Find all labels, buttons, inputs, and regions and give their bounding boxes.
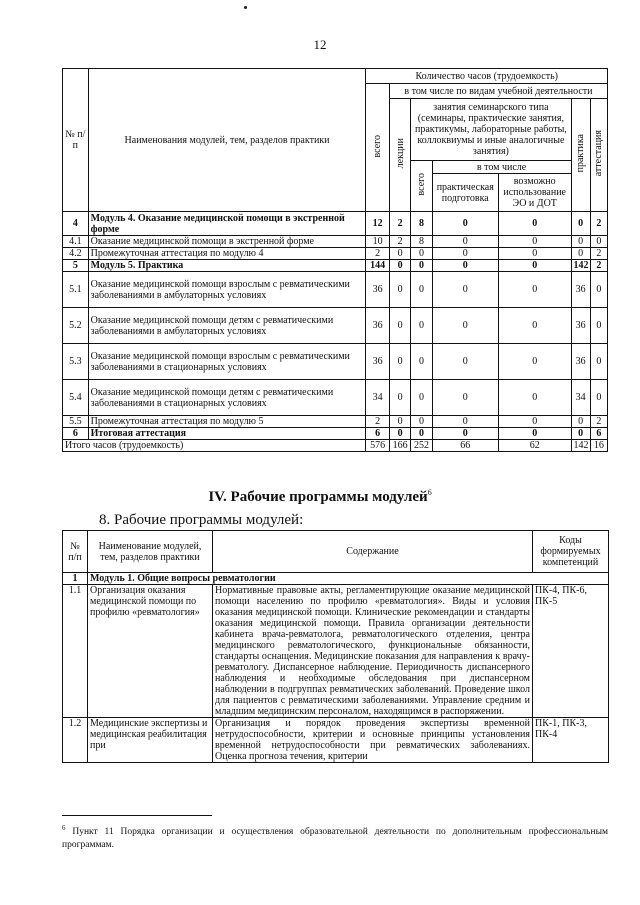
row-eo: 0 <box>498 260 571 272</box>
table-row <box>63 585 609 718</box>
row-content: Организация и порядок проведения экспертизы временной нетрудоспособности, критерии и основные принципы установления временной нетрудоспособности при ревматических заболеваниях. Оценка прогноза течения, критерии <box>213 718 533 763</box>
row-num: 5 <box>63 260 89 272</box>
header-practical: практическая подготовка <box>432 174 498 212</box>
total-row-practice: 142 <box>571 440 590 452</box>
row-name: Промежуточная аттестация по модулю 5 <box>88 416 366 428</box>
row-eo: 0 <box>498 344 571 380</box>
row-sem: 0 <box>411 416 432 428</box>
row-num: 6 <box>63 428 89 440</box>
row-sem: 0 <box>411 248 432 260</box>
header-sem-total-text: всего <box>415 173 427 196</box>
header-lectures <box>389 99 410 212</box>
row-att: 0 <box>590 344 607 380</box>
row-sem: 0 <box>411 272 432 308</box>
row-sem: 0 <box>411 260 432 272</box>
row-total: 6 <box>366 428 390 440</box>
header-hours: Количество часов (трудоемкость) <box>366 69 608 84</box>
row-practice: 36 <box>571 308 590 344</box>
module-programs-table <box>62 530 609 763</box>
row-total: 2 <box>366 416 390 428</box>
row-sem: 8 <box>411 236 432 248</box>
row-lect: 0 <box>389 344 410 380</box>
row-lect: 0 <box>389 308 410 344</box>
module-row-num: 1 <box>63 573 88 585</box>
row-sem: 0 <box>411 428 432 440</box>
row-num: 1.2 <box>63 718 88 763</box>
row-codes: ПК-1, ПК-3, ПК-4 <box>533 718 609 763</box>
row-num: 5.5 <box>63 416 89 428</box>
header-lectures-text: лекции <box>394 138 406 169</box>
header-attestation <box>590 99 607 212</box>
scan-dot <box>244 6 247 9</box>
table-row <box>63 344 608 380</box>
row-att: 2 <box>590 416 607 428</box>
row-sem: 8 <box>411 212 432 236</box>
row-lect: 0 <box>389 248 410 260</box>
row-num: 4.1 <box>63 236 89 248</box>
row-prac: 0 <box>432 272 498 308</box>
row-sem: 0 <box>411 380 432 416</box>
row-practice: 34 <box>571 380 590 416</box>
header-seminar: занятия семинарского типа (семинары, практические занятия, практикумы, лабораторные работы, коллоквиумы и иные аналогичные занятия) <box>411 99 571 161</box>
row-lect: 2 <box>389 212 410 236</box>
row-name: Оказание медицинской помощи детям с ревматическими заболеваниями в амбулаторных условиях <box>88 308 366 344</box>
row-sem: 0 <box>411 308 432 344</box>
row-practice: 36 <box>571 272 590 308</box>
row-prac: 0 <box>432 344 498 380</box>
table-row <box>63 236 608 248</box>
row-name: Оказание медицинской помощи детям с ревматическими заболеваниями в стационарных условиях <box>88 380 366 416</box>
row-total: 34 <box>366 380 390 416</box>
table-row <box>63 416 608 428</box>
row-prac: 0 <box>432 416 498 428</box>
footnote <box>62 822 608 852</box>
row-lect: 0 <box>389 272 410 308</box>
row-name: Модуль 4. Оказание медицинской помощи в экстренной форме <box>88 212 366 236</box>
total-row-eo: 62 <box>498 440 571 452</box>
total-row-total: 576 <box>366 440 390 452</box>
row-att: 2 <box>590 260 607 272</box>
row-prac: 0 <box>432 380 498 416</box>
table-row <box>63 260 608 272</box>
header-num: № п/п <box>63 69 89 212</box>
footnote-divider <box>62 815 212 816</box>
row-practice: 0 <box>571 416 590 428</box>
row-lect: 0 <box>389 260 410 272</box>
t2-header-num: № п/п <box>63 531 88 573</box>
header-incl: в том числе <box>432 161 571 174</box>
total-row-att: 16 <box>590 440 607 452</box>
hours-table <box>62 68 608 452</box>
row-eo: 0 <box>498 248 571 260</box>
row-eo: 0 <box>498 212 571 236</box>
table-row <box>63 718 609 763</box>
total-row-sem: 252 <box>411 440 432 452</box>
header-practice <box>571 99 590 212</box>
row-att: 6 <box>590 428 607 440</box>
row-practice: 142 <box>571 260 590 272</box>
row-name: Итоговая аттестация <box>88 428 366 440</box>
row-practice: 0 <box>571 236 590 248</box>
row-total: 2 <box>366 248 390 260</box>
row-name: Медицинские экспертизы и медицинская реабилитация при <box>88 718 213 763</box>
t2-header-name: Наименование модулей, тем, разделов практики <box>88 531 213 573</box>
row-eo: 0 <box>498 272 571 308</box>
row-total: 10 <box>366 236 390 248</box>
subsection-title: 8. Рабочие программы модулей: <box>99 512 304 528</box>
header-total <box>366 84 390 212</box>
total-row-prac: 66 <box>432 440 498 452</box>
row-num: 4.2 <box>63 248 89 260</box>
row-att: 0 <box>590 272 607 308</box>
table-row <box>63 308 608 344</box>
total-row-lect: 166 <box>389 440 410 452</box>
row-num: 5.4 <box>63 380 89 416</box>
table-row <box>63 272 608 308</box>
row-practice: 0 <box>571 248 590 260</box>
t2-header-codes: Коды формируемых компетенций <box>533 531 609 573</box>
row-total: 144 <box>366 260 390 272</box>
row-num: 4 <box>63 212 89 236</box>
row-total: 36 <box>366 344 390 380</box>
table-row <box>63 248 608 260</box>
row-prac: 0 <box>432 260 498 272</box>
table-row <box>63 212 608 236</box>
header-practice-text: практика <box>575 134 587 173</box>
row-lect: 0 <box>389 428 410 440</box>
row-att: 2 <box>590 248 607 260</box>
row-num: 5.2 <box>63 308 89 344</box>
row-sem: 0 <box>411 344 432 380</box>
header-total-text: всего <box>372 134 384 158</box>
row-eo: 0 <box>498 416 571 428</box>
row-num: 5.1 <box>63 272 89 308</box>
row-name: Оказание медицинской помощи взрослым с ревматическими заболеваниями в стационарных условиях <box>88 344 366 380</box>
header-attestation-text: аттестация <box>593 130 605 177</box>
header-name: Наименования модулей, тем, разделов практики <box>88 69 366 212</box>
row-content: Нормативные правовые акты, регламентирующие оказание медицинской помощи населению по профилю «ревматология». Виды и условия оказания медицинской помощи. Клинические рекомендации и стандарты оказания медицинской помощи. Правила организации деятельности кабинета врача-ревматолога, ревматологического отделения, центра медицинского ревматологического, функциональные обязанности, стандарты оснащения. Медицинские показания для направления к врачу-ревматологу. Диспансерное наблюдение. Периодичность диспансерного наблюдения и необходимые обследования при диспансерном наблюдении в подгруппах ревматических заболеваний. Проведение школ для пациентов с ревматическими заболеваниями. Управление средним и младшим медицинским персоналом, находящимся в распоряжении. <box>213 585 533 718</box>
row-att: 2 <box>590 212 607 236</box>
row-lect: 0 <box>389 416 410 428</box>
row-att: 0 <box>590 236 607 248</box>
row-eo: 0 <box>498 308 571 344</box>
row-prac: 0 <box>432 236 498 248</box>
row-prac: 0 <box>432 428 498 440</box>
row-eo: 0 <box>498 236 571 248</box>
header-sem-total <box>411 161 432 212</box>
page-number: 12 <box>313 37 327 52</box>
row-codes: ПК-4, ПК-6, ПК-5 <box>533 585 609 718</box>
section-footnote-mark: 6 <box>427 488 432 497</box>
row-total: 36 <box>366 308 390 344</box>
row-practice: 0 <box>571 212 590 236</box>
table-row <box>63 380 608 416</box>
row-att: 0 <box>590 308 607 344</box>
row-name: Модуль 5. Практика <box>88 260 366 272</box>
row-att: 0 <box>590 380 607 416</box>
footnote-text: Пункт 11 Порядка организации и осуществления образовательной деятельности по дополнительным профессиональным программам. <box>62 827 608 851</box>
header-incl-kinds: в том числе по видам учебной деятельности <box>389 84 607 99</box>
row-total: 12 <box>366 212 390 236</box>
row-num: 1.1 <box>63 585 88 718</box>
total-row-label: Итого часов (трудоемкость) <box>63 440 366 452</box>
row-total: 36 <box>366 272 390 308</box>
section-title <box>0 488 640 506</box>
t2-header-content: Содержание <box>213 531 533 573</box>
module-row-title: Модуль 1. Общие вопросы ревматологии <box>88 573 609 585</box>
row-name: Оказание медицинской помощи взрослым с ревматическими заболеваниями в амбулаторных условиях <box>88 272 366 308</box>
row-lect: 0 <box>389 380 410 416</box>
section-title-text: IV. Рабочие программы модулей <box>208 489 428 505</box>
row-eo: 0 <box>498 428 571 440</box>
row-num: 5.3 <box>63 344 89 380</box>
row-eo: 0 <box>498 380 571 416</box>
row-lect: 2 <box>389 236 410 248</box>
row-name: Организация оказания медицинской помощи по профилю «ревматология» <box>88 585 213 718</box>
row-practice: 0 <box>571 428 590 440</box>
row-prac: 0 <box>432 212 498 236</box>
row-practice: 36 <box>571 344 590 380</box>
row-name: Промежуточная аттестация по модулю 4 <box>88 248 366 260</box>
row-name: Оказание медицинской помощи в экстренной форме <box>88 236 366 248</box>
row-prac: 0 <box>432 248 498 260</box>
footnote-mark: 6 <box>62 824 66 832</box>
table-row <box>63 428 608 440</box>
header-eo-dot: возможно использование ЭО и ДОТ <box>498 174 571 212</box>
row-prac: 0 <box>432 308 498 344</box>
